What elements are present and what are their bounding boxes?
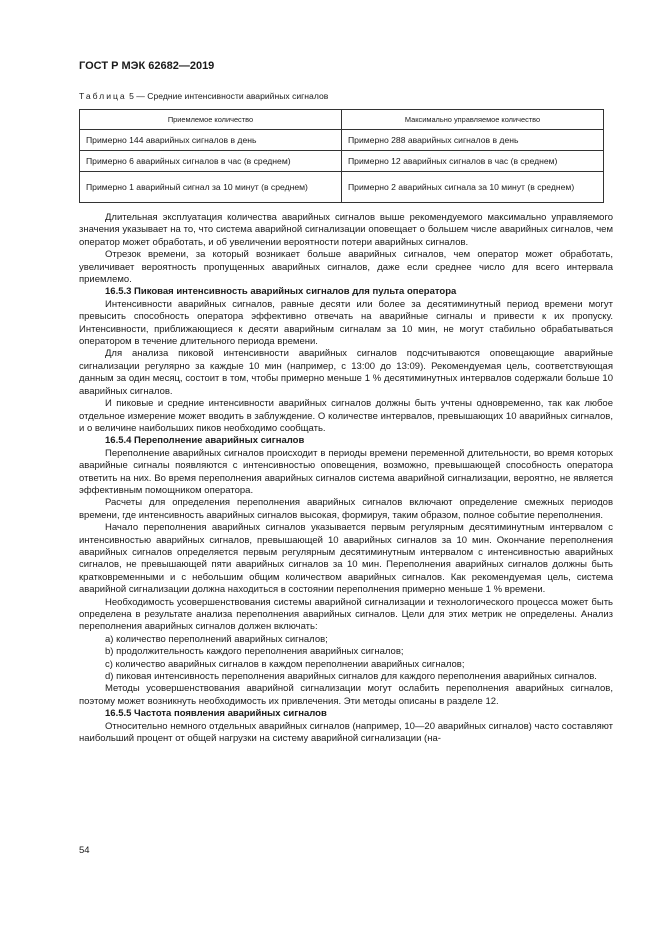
table-caption-label: Таблица (79, 91, 127, 101)
list-item: a) количество переполнений аварийных сигналов; (105, 633, 328, 645)
list-item: b) продолжительность каждого переполнения аварийных сигналов; (105, 646, 404, 658)
table-row (80, 151, 604, 172)
paragraph: Методы усовершенствования аварийной сигнализации могут ослабить переполнения аварийных сигналов, поэтому может возникнуть необходимость их привлечения. Эти методы описаны в разделе 12. (79, 683, 613, 707)
page-number: 54 (79, 845, 90, 856)
paragraph: Относительно немного отдельных аварийных сигналов (например, 10—20 аварийных сигналов) часто составляют наибольший процент от общей нагрузки на систему аварийной сигнализации (на- (79, 720, 613, 745)
section-heading-16-5-3: 16.5.3 Пиковая интенсивность аварийных сигналов для пульта оператора (105, 286, 457, 298)
paragraph: Отрезок времени, за который возникает больше аварийных сигналов, чем оператор может обработать, увеличивает вероятность пропущенных аварийных сигналов, даже если среднее число для всего интервала приемлемо. (79, 249, 613, 286)
paragraph: Начало переполнения аварийных сигналов указывается первым регулярным десятиминутным интервалом с интенсивностью аварийных сигналов, превышающей 10 аварийных сигналов за 10 мин. Окончание переполнения аварийных сигналов определяется первым регулярным десятиминутным интервалом с интенсивностью аварийных сигналов, не превышающей пяти аварийных сигналов за 10 мин. Переполнения аварийных сигналов должны быть кратковременными и с небольшим общим количеством аварийных сигналов. Как рекомендуемая цель, система аварийной сигнализации должна находиться в состоянии переполнения примерно меньше 1 % времени. (79, 522, 613, 596)
table-cell: Примерно 288 аварийных сигналов в день (342, 130, 604, 151)
column-header-max-manageable: Максимально управляемое количество (342, 110, 604, 130)
document-header: ГОСТ Р МЭК 62682—2019 (79, 60, 215, 72)
table-row (80, 172, 604, 203)
paragraph: Интенсивности аварийных сигналов, равные десяти или более за десятиминутный период времени могут превысить способность оператора эффективно отвечать на аварийные сигналы и привести к их пропуску. Интенсивности, приближающиеся к десяти аварийным сигналам за 10 мин, не могут стабильно обрабатываться оператором в течение длительного периода времени. (79, 298, 613, 348)
table-caption (79, 91, 328, 101)
table-cell: Примерно 144 аварийных сигналов в день (80, 130, 342, 151)
paragraph: Переполнение аварийных сигналов происходит в периоды времени переменной длительности, во время которых аварийные сигналы появляются с интенсивностью оповещения, возможно, превышающей способность оператора ответить на них. Во время переполнения аварийных сигналов система аварийной сигнализации, вероятно, не является эффективным помощником оператора. (79, 447, 613, 496)
table-header-row (80, 110, 604, 130)
section-heading-16-5-5: 16.5.5 Частота появления аварийных сигналов (105, 708, 327, 720)
table-row (80, 130, 604, 151)
table-cell: Примерно 6 аварийных сигналов в час (в среднем) (80, 151, 342, 172)
list-item: c) количество аварийных сигналов в каждом переполнении аварийных сигналов; (105, 658, 465, 670)
column-header-acceptable: Приемлемое количество (80, 110, 342, 130)
paragraph: Длительная эксплуатация количества аварийных сигналов выше рекомендуемого максимально управляемого значения указывает на то, что система аварийной сигнализации оповещает о большем числе аварийных сигналов, чем оператор может обработать, и об увеличении вероятности потери аварийных сигналов. (79, 212, 613, 248)
paragraph: Для анализа пиковой интенсивности аварийных сигналов подсчитываются оповещающие аварийные сигнализации регулярно за каждые 10 мин (например, с 13:00 до 13:09). Рекомендуемая цель, соответствующая данным за один месяц, состоит в том, чтобы примерно меньше 1 % десятиминутных интервалов содержали больше 10 аварийных сигналов. (79, 348, 613, 397)
section-heading-16-5-4: 16.5.4 Переполнение аварийных сигналов (105, 435, 305, 447)
paragraph: И пиковые и средние интенсивности аварийных сигналов должны быть учтены одновременно, так как любое отдельное измерение может вводить в заблуждение. О количестве интервалов, превышающих 10 аварийных сигналов, и о величине наибольших пиков необходимо сообщать. (79, 398, 613, 434)
body-text (79, 212, 613, 745)
table-cell: Примерно 1 аварийный сигнал за 10 минут (в среднем) (80, 172, 342, 203)
paragraph: Расчеты для определения переполнения аварийных сигналов включают определение смежных периодов времени, где интенсивность аварийных сигналов высокая, формируя, таким образом, полное событие переполнения. (79, 497, 613, 521)
table-caption-title: 5 — Средние интенсивности аварийных сигналов (126, 91, 329, 101)
table-cell: Примерно 12 аварийных сигналов в час (в среднем) (342, 151, 604, 172)
list-item: d) пиковая интенсивность переполнения аварийных сигналов для каждого переполнения аварийных сигналов. (105, 671, 597, 683)
alarm-rates-table (79, 109, 604, 203)
paragraph: Необходимость усовершенствования системы аварийной сигнализации и технологического процесса может быть определена в результате анализа переполнения аварийных сигналов. Цели для этих метрик не определены. Анализ переполнения аварийных сигналов должен включать: (79, 596, 613, 633)
table-cell: Примерно 2 аварийных сигнала за 10 минут (в среднем) (342, 172, 604, 203)
